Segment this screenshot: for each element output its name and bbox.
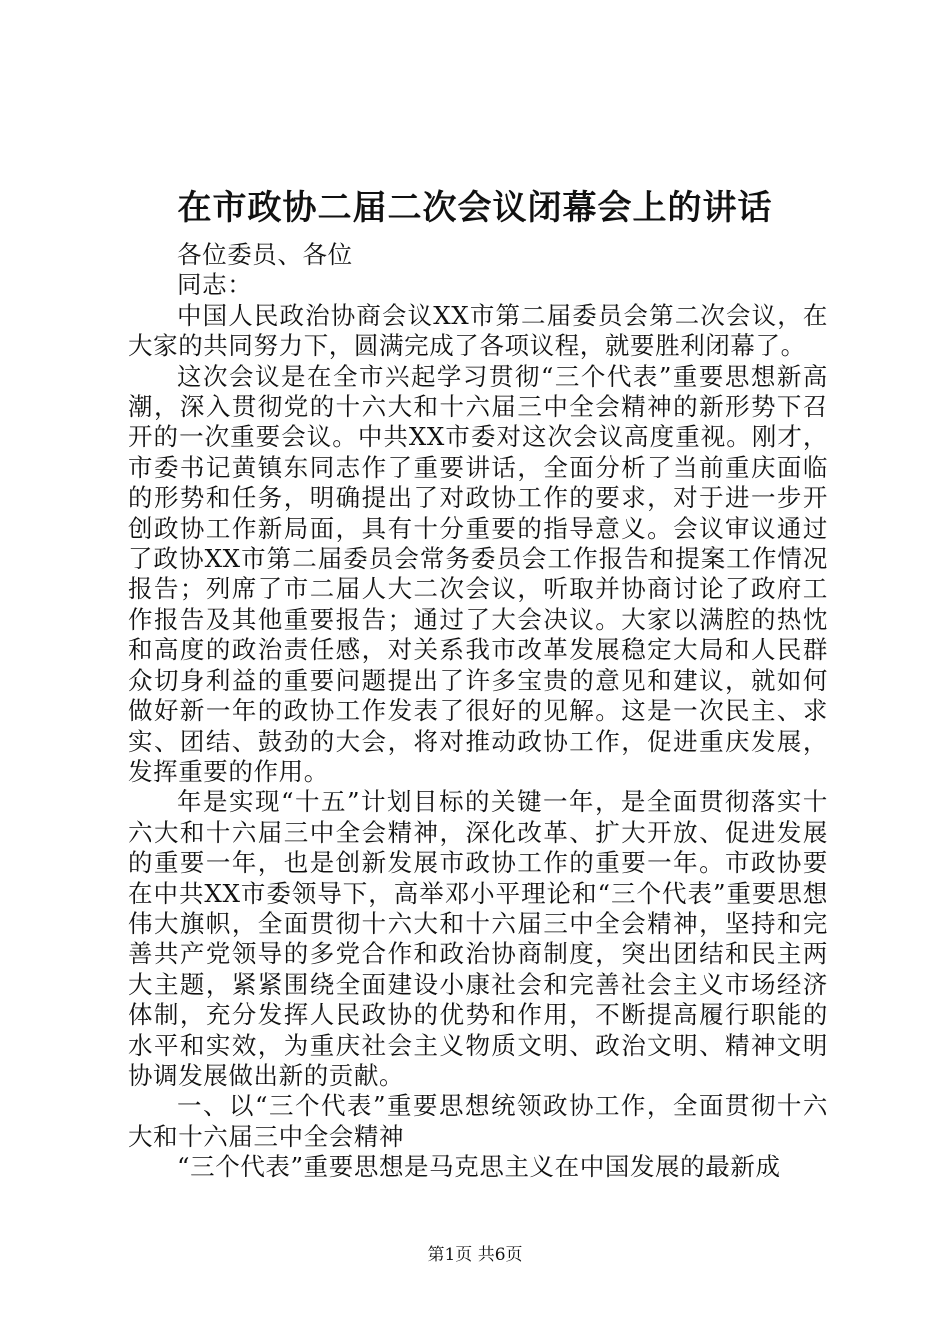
salutation-line-2: 同志： (177, 270, 253, 300)
document-body (128, 240, 828, 1183)
body-paragraph: “三个代表”重要思想是马克思主义在中国发展的最新成 (177, 1152, 781, 1182)
body-paragraph: 年是实现“十五”计划目标的关键一年，是全面贯彻落实十六大和十六届三中全会精神，深化改革、扩大开放、促进发展的重要一年，也是创新发展市政协工作的重要一年。市政协要在中共XX市委领导下，高举邓小平理论和“三个代表”重要思想伟大旗帜，全面贯彻十六大和十六届三中全会精神，坚持和完善共产党领导的多党合作和政治协商制度，突出团结和民主两大主题，紧紧围绕全面建设小康社会和完善社会主义市场经济体制，充分发挥人民政协的优势和作用，不断提高履行职能的水平和实效，为重庆社会主义物质文明、政治文明、精神文明协调发展做出新的贡献。 (128, 787, 828, 1090)
body-paragraph: 这次会议是在全市兴起学习贯彻“三个代表”重要思想新高潮，深入贯彻党的十六大和十六届三中全会精神的新形势下召开的一次重要会议。中共XX市委对这次会议高度重视。刚才，市委书记黄镇东同志作了重要讲话，全面分析了当前重庆面临的形势和任务，明确提出了对政协工作的要求，对于进一步开创政协工作新局面，具有十分重要的指导意义。会议审议通过了政协XX市第二届委员会常务委员会工作报告和提案工作情况报告；列席了市二届人大二次会议，听取并协商讨论了政府工作报告及其他重要报告；通过了大会决议。大家以满腔的热忱和高度的政治责任感，对关系我市改革发展稳定大局和人民群众切身利益的重要问题提出了许多宝贵的意见和建议，就如何做好新一年的政协工作发表了很好的见解。这是一次民主、求实、团结、鼓劲的大会，将对推动政协工作，促进重庆发展，发挥重要的作用。 (128, 361, 828, 786)
page-footer: 第1页 共6页 (427, 1245, 523, 1265)
section-heading: 一、以“三个代表”重要思想统领政协工作，全面贯彻十六大和十六届三中全会精神 (128, 1091, 828, 1151)
body-paragraph: 中国人民政治协商会议XX市第二届委员会第二次会议，在大家的共同努力下，圆满完成了各项议程，就要胜利闭幕了。 (128, 300, 828, 361)
salutation-line-1: 各位委员、各位 (177, 240, 353, 269)
document-title: 在市政协二届二次会议闭幕会上的讲话 (177, 188, 773, 228)
